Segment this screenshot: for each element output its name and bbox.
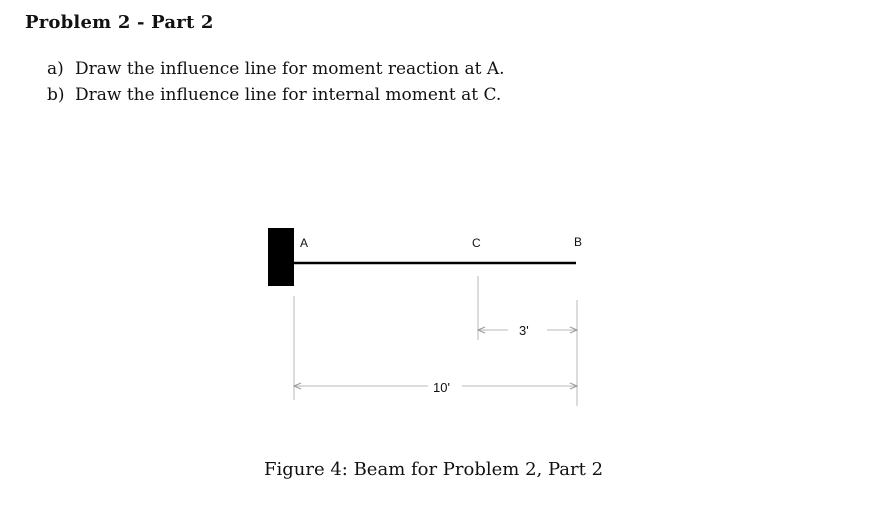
fixed-support (268, 228, 294, 286)
task-b-text: Draw the influence line for internal moment at C. (75, 85, 502, 105)
figure-caption: Figure 4: Beam for Problem 2, Part 2 (264, 459, 604, 480)
dimension-3-label: 3' (519, 323, 529, 338)
problem-heading: Problem 2 - Part 2 (25, 12, 214, 33)
dimension-10-label: 10' (433, 380, 450, 395)
label-c: C (472, 236, 481, 250)
label-b: B (574, 235, 583, 249)
task-a-letter: a) (47, 59, 64, 79)
task-b-letter: b) (47, 85, 65, 105)
task-a-text: Draw the influence line for moment reaction at A. (75, 59, 505, 79)
label-a: A (300, 236, 309, 250)
